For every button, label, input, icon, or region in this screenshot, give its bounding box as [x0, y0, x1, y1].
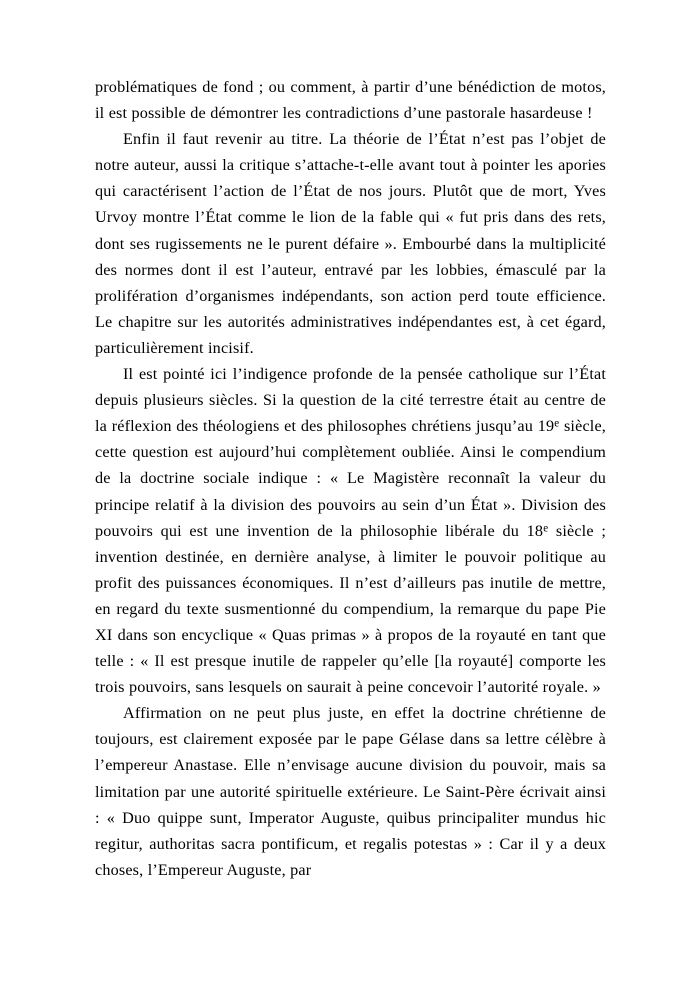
paragraph-3-segment-3: siècle ; invention destinée, en dernière analyse, à limiter le pouvoir politique au profit des puissances économiques. Il n’est d’ailleurs pas inutile de mettre, en regard du texte susmentionné du compendium, la remarque du pape Pie XI dans son encyclique « Quas primas » à propos de la royauté en tant que telle : « Il est presque inutile de rappeler qu’elle [la royauté] comporte les trois pouvoirs, sans lesquels on saurait à peine concevoir l’autorité royale. » [95, 521, 606, 697]
body-paragraph-2: Enfin il faut revenir au titre. La théorie de l’État n’est pas l’objet de notre auteur, aussi la critique s’attache-t-elle avant tout à pointer les apories qui caractérisent l’action de l’État de nos jours. Plutôt que de mort, Yves Urvoy montre l’État comme le lion de la fable qui « fut pris dans des rets, dont ses rugissements ne le purent défaire ». Embourbé dans la multiplicité des normes dont il est l’auteur, entravé par les lobbies, émasculé par la prolifération d’organismes indépendants, son action perd toute efficience. Le chapitre sur les autorités administratives indépendantes est, à cet égard, particulièrement incisif. [95, 130, 606, 357]
body-paragraph-3 [95, 361, 606, 700]
body-paragraph-1: problématiques de fond ; ou comment, à partir d’une bénédiction de motos, il est possible de démontrer les contradictions d’une pastorale hasardeuse ! [95, 78, 606, 123]
text-column [95, 74, 606, 883]
body-paragraph-4: Affirmation on ne peut plus juste, en effet la doctrine chrétienne de toujours, est clairement exposée par le pape Gélase dans sa lettre célèbre à l’empereur Anastase. Elle n’envisage aucune division du pouvoir, mais sa limitation par une autorité spirituelle extérieure. Le Saint-Père écrivait ainsi : « Duo quippe sunt, Imperator Auguste, quibus principaliter mundus hic regitur, authoritas sacra pontificum, et regalis potestas » : Car il y a deux choses, l’Empereur Auguste, par [95, 704, 606, 879]
ordinal-suffix-18e: e [543, 521, 549, 534]
paragraph-3-segment-1: Il est pointé ici l’indigence profonde de la pensée catholique sur l’État depuis plusieurs siècles. Si la question de la cité terrestre était au centre de la réflexion des théologiens et des philosophes chrétiens jusqu’au 19 [95, 365, 606, 436]
paragraph-3-segment-2: siècle, cette question est aujourd’hui complètement oubliée. Ainsi le compendium de la doctrine sociale indique : « Le Magistère reconnaît la valeur du principe relatif à la division des pouvoirs au sein d’un État ». Division des pouvoirs qui est une invention de la philosophie libérale du 18 [95, 417, 607, 540]
ordinal-suffix-19e: e [554, 417, 560, 430]
